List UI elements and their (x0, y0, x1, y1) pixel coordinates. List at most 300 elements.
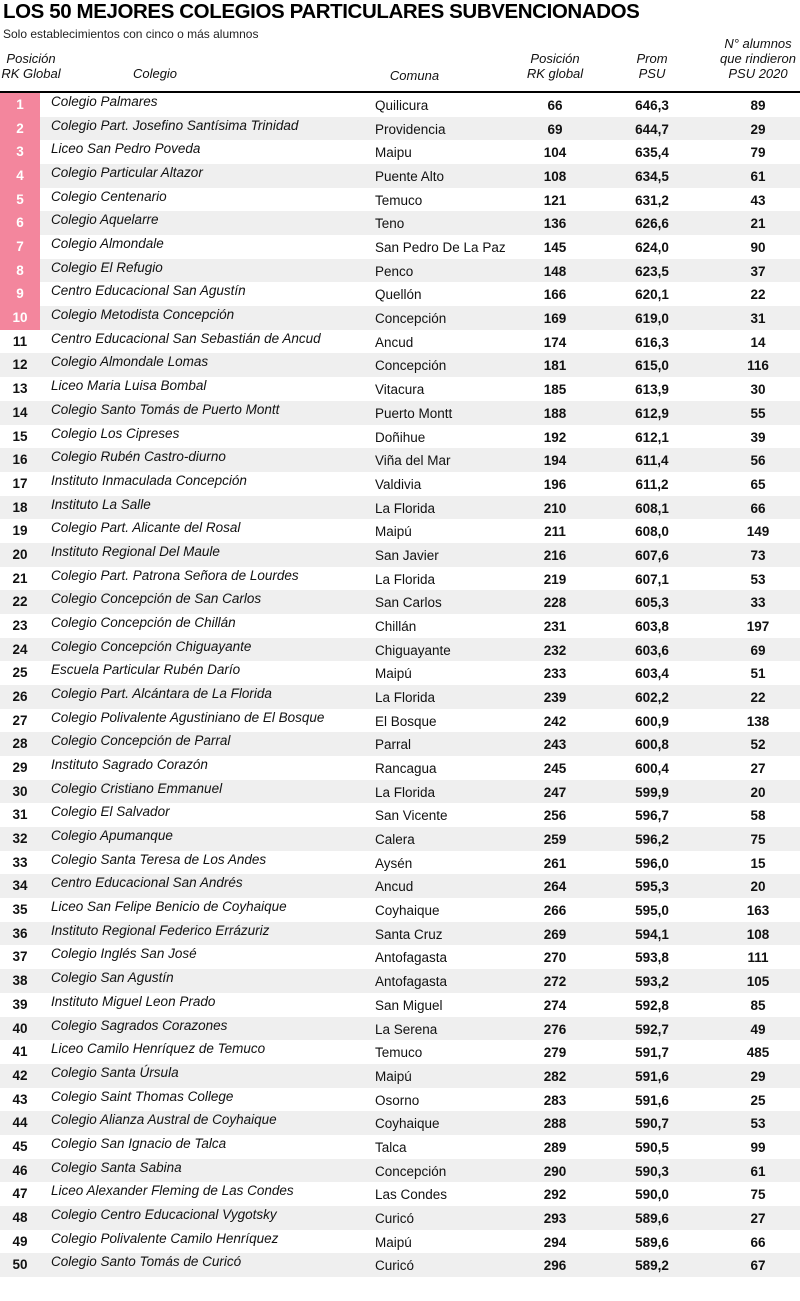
rank-cell: 10 (0, 306, 40, 330)
rk-global-cell: 211 (544, 524, 566, 540)
alumnos-cell: 75 (750, 832, 766, 848)
comuna-cell: Puente Alto (375, 169, 445, 185)
rank-cell: 9 (0, 282, 40, 306)
header-rank-line1: Posición (6, 51, 56, 66)
psu-cell: 620,1 (635, 287, 669, 303)
alumnos-cell: 197 (746, 618, 770, 634)
rank-cell: 17 (12, 475, 28, 491)
colegio-name: Colegio Part. Patrona Señora de Lourdes (51, 567, 299, 583)
colegio-name: Centro Educacional San Sebastián de Ancud (51, 330, 321, 346)
header-colegio: Colegio (132, 66, 178, 81)
rank-cell: 4 (0, 164, 40, 188)
psu-cell: 603,6 (635, 642, 669, 658)
rk-global-cell: 264 (543, 879, 567, 895)
alumnos-cell: 116 (747, 358, 769, 374)
rk-global-cell: 231 (543, 618, 567, 634)
rank-cell: 48 (12, 1209, 28, 1225)
comuna-cell: Aysén (375, 855, 413, 871)
colegio-name: Colegio Sagrados Corazones (51, 1017, 228, 1033)
rank-cell: 50 (12, 1257, 28, 1273)
header-alumnos-line3: PSU 2020 (728, 66, 788, 81)
comuna-cell: Maipu (375, 145, 412, 161)
colegio-name: Escuela Particular Rubén Darío (51, 662, 241, 678)
header-rk-global (515, 51, 595, 81)
header-psu-line2: PSU (638, 66, 666, 81)
rank-cell: 40 (12, 1020, 28, 1036)
rank-cell: 23 (12, 617, 28, 633)
alumnos-cell: 138 (746, 713, 770, 729)
psu-cell: 608,0 (635, 524, 669, 540)
psu-cell: 615,0 (635, 358, 669, 374)
rank-cell: 45 (12, 1138, 28, 1154)
colegio-name: Instituto Regional Federico Errázuriz (51, 922, 270, 938)
colegio-name: Colegio Aquelarre (51, 212, 159, 228)
colegio-name: Colegio Almondale (51, 236, 164, 252)
rank-cell: 8 (0, 259, 40, 283)
comuna-cell: Puerto Montt (375, 405, 453, 421)
alumnos-cell: 31 (750, 311, 766, 327)
rk-global-cell: 121 (543, 192, 567, 208)
comuna-cell: Antofagasta (375, 950, 448, 966)
colegio-name: Liceo Maria Luisa Bombal (51, 378, 207, 394)
psu-cell: 595,3 (635, 879, 669, 895)
rk-global-cell: 239 (543, 690, 567, 705)
alumnos-cell: 56 (750, 453, 766, 469)
page-title: LOS 50 MEJORES COLEGIOS PARTICULARES SUBVENCIONADOS (3, 0, 640, 23)
psu-cell: 608,1 (635, 500, 669, 516)
colegio-name: Colegio Concepción Chiguayante (51, 638, 252, 654)
alumnos-cell: 49 (750, 1021, 766, 1037)
colegio-name: Colegio Santo Tomás de Curicó (51, 1254, 242, 1270)
alumnos-cell: 43 (750, 192, 766, 208)
rank-cell: 27 (12, 712, 28, 728)
header-rank-line2: RK Global (1, 66, 61, 81)
comuna-cell: Temuco (375, 192, 423, 208)
alumnos-cell: 29 (750, 121, 766, 137)
psu-cell: 635,4 (635, 145, 669, 161)
alumnos-cell: 485 (746, 1045, 770, 1061)
alumnos-cell: 39 (750, 429, 766, 445)
header-psu (612, 51, 692, 81)
colegio-name: Colegio Alianza Austral de Coyhaique (51, 1112, 277, 1128)
rk-global-cell: 270 (543, 950, 567, 966)
header-rank (0, 51, 62, 81)
colegio-name: Colegio Polivalente Agustiniano de El Bosque (51, 709, 325, 725)
colegio-name: Liceo San Pedro Poveda (51, 141, 201, 157)
comuna-cell: Concepción (375, 311, 447, 327)
rk-global-cell: 288 (543, 1116, 567, 1132)
comuna-cell: Santa Cruz (375, 926, 443, 942)
colegio-name: Colegio San Ignacio de Talca (51, 1135, 227, 1151)
rk-global-cell: 66 (547, 98, 563, 113)
colegio-name: Colegio Santa Sabina (51, 1159, 182, 1175)
comuna-cell: Vitacura (375, 382, 425, 398)
colegio-name: Colegio Centro Educacional Vygotsky (51, 1206, 277, 1222)
rk-global-cell: 136 (543, 216, 567, 232)
rank-cell: 25 (12, 665, 28, 681)
alumnos-cell: 27 (750, 1210, 766, 1226)
rk-global-cell: 259 (543, 832, 567, 848)
header-rk-line1: Posición (530, 51, 580, 66)
colegio-name: Colegio Concepción de San Carlos (51, 591, 262, 607)
alumnos-cell: 29 (750, 1068, 766, 1084)
rk-global-cell: 232 (543, 642, 567, 658)
comuna-cell: Maipú (375, 524, 412, 540)
rank-cell: 39 (12, 996, 28, 1012)
rk-global-cell: 233 (543, 666, 567, 682)
psu-cell: 599,9 (635, 784, 669, 800)
rank-cell: 16 (12, 452, 28, 468)
rk-global-cell: 148 (543, 263, 567, 279)
colegio-name: Colegio Rubén Castro-diurno (51, 449, 226, 465)
rank-cell: 6 (0, 211, 40, 235)
colegio-name: Instituto Sagrado Corazón (51, 757, 208, 773)
header-psu-line1: Prom (636, 51, 668, 66)
psu-cell: 590,5 (635, 1139, 669, 1155)
rank-cell: 26 (12, 689, 28, 704)
rk-global-cell: 283 (543, 1092, 567, 1108)
colegio-name: Instituto Inmaculada Concepción (51, 472, 247, 488)
colegio-name: Colegio Los Cipreses (51, 425, 180, 441)
rank-cell: 30 (12, 783, 28, 799)
comuna-cell: San Miguel (375, 997, 443, 1013)
rk-global-cell: 145 (543, 240, 567, 256)
comuna-cell: La Florida (375, 690, 436, 705)
psu-cell: 590,7 (635, 1116, 669, 1132)
rank-cell: 1 (0, 93, 40, 117)
colegio-name: Colegio Metodista Concepción (51, 307, 235, 323)
rank-cell: 2 (0, 117, 40, 141)
rank-cell: 47 (12, 1186, 28, 1202)
psu-cell: 602,2 (635, 690, 669, 705)
rk-global-cell: 269 (543, 926, 567, 942)
rank-cell: 28 (12, 736, 28, 752)
psu-cell: 612,1 (635, 429, 669, 445)
comuna-cell: Chiguayante (375, 642, 451, 658)
psu-cell: 594,1 (635, 926, 669, 942)
psu-cell: 619,0 (635, 311, 669, 327)
alumnos-cell: 85 (750, 997, 766, 1013)
psu-cell: 595,0 (635, 903, 669, 919)
rk-global-cell: 292 (543, 1187, 567, 1203)
psu-cell: 596,0 (635, 855, 669, 871)
psu-cell: 644,7 (635, 121, 669, 137)
alumnos-cell: 20 (750, 784, 766, 800)
comuna-cell: Providencia (375, 121, 446, 137)
psu-cell: 631,2 (635, 192, 669, 208)
rank-cell: 12 (12, 357, 28, 373)
alumnos-cell: 58 (750, 808, 766, 824)
rank-cell: 31 (12, 807, 28, 823)
alumnos-cell: 14 (750, 334, 766, 350)
alumnos-cell: 20 (750, 879, 766, 895)
colegio-name: Colegio Saint Thomas College (51, 1088, 234, 1104)
alumnos-cell: 27 (750, 761, 766, 777)
rank-cell: 14 (12, 404, 28, 420)
page-subtitle: Solo establecimientos con cinco o más alumnos (3, 27, 259, 41)
comuna-cell: Maipú (375, 1068, 412, 1084)
psu-cell: 589,6 (635, 1210, 669, 1226)
psu-cell: 626,6 (635, 216, 669, 232)
alumnos-cell: 61 (750, 1163, 766, 1179)
colegio-name: Liceo San Felipe Benicio de Coyhaique (51, 899, 287, 915)
colegio-name: Colegio Cristiano Emmanuel (51, 780, 223, 796)
comuna-cell: Ancud (375, 334, 414, 350)
rank-cell: 44 (12, 1115, 28, 1131)
rk-global-cell: 169 (543, 311, 567, 327)
psu-cell: 591,6 (635, 1068, 669, 1084)
psu-cell: 590,3 (635, 1163, 669, 1179)
alumnos-cell: 67 (750, 1258, 766, 1274)
comuna-cell: Doñihue (375, 429, 426, 445)
alumnos-cell: 163 (746, 903, 770, 919)
rk-global-cell: 196 (543, 476, 567, 492)
alumnos-cell: 55 (750, 405, 766, 421)
psu-cell: 596,2 (635, 832, 669, 848)
rk-global-cell: 261 (543, 855, 567, 871)
colegio-name: Colegio El Refugio (51, 259, 163, 275)
alumnos-cell: 66 (750, 1234, 766, 1250)
psu-cell: 624,0 (635, 240, 669, 256)
header-comuna: Comuna (389, 68, 440, 83)
colegio-name: Colegio Apumanque (51, 828, 173, 844)
alumnos-cell: 105 (746, 974, 770, 990)
comuna-cell: Temuco (375, 1045, 423, 1061)
comuna-cell: La Florida (375, 571, 436, 587)
comuna-cell: Curicó (375, 1210, 415, 1226)
rank-cell: 20 (12, 546, 28, 562)
rk-global-cell: 210 (543, 500, 567, 516)
colegio-name: Colegio Concepción de Chillán (51, 614, 236, 630)
rk-global-cell: 219 (543, 571, 567, 587)
comuna-cell: San Pedro De La Paz (375, 240, 506, 256)
alumnos-cell: 30 (750, 382, 766, 398)
comuna-cell: La Florida (375, 500, 436, 516)
psu-cell: 592,7 (635, 1021, 669, 1037)
rank-cell: 34 (12, 878, 28, 894)
rk-global-cell: 279 (543, 1045, 567, 1061)
rk-global-cell: 228 (543, 595, 567, 611)
rk-global-cell: 276 (543, 1021, 567, 1037)
colegio-name: Colegio Santa Teresa de Los Andes (51, 851, 267, 867)
psu-cell: 600,4 (635, 761, 669, 777)
colegio-name: Colegio Part. Josefino Santísima Trinidad (51, 117, 299, 133)
psu-cell: 593,8 (635, 950, 669, 966)
psu-cell: 590,0 (635, 1187, 669, 1203)
alumnos-cell: 22 (750, 287, 766, 303)
alumnos-cell: 61 (750, 169, 766, 185)
rank-cell: 38 (12, 973, 28, 989)
comuna-cell: Concepción (375, 358, 447, 374)
colegio-name: Colegio Palmares (51, 94, 158, 109)
comuna-cell: Las Condes (375, 1187, 448, 1203)
rk-global-cell: 274 (543, 997, 567, 1013)
psu-cell: 603,8 (635, 618, 669, 634)
colegio-name: Colegio El Salvador (51, 804, 170, 820)
colegio-name: Colegio Polivalente Camilo Henríquez (51, 1230, 279, 1246)
comuna-cell: Curicó (375, 1258, 415, 1274)
rank-cell: 36 (12, 925, 28, 941)
alumnos-cell: 33 (750, 595, 766, 611)
psu-cell: 613,9 (635, 382, 669, 398)
comuna-cell: Valdivia (375, 476, 422, 492)
comuna-cell: Talca (375, 1139, 407, 1155)
rank-cell: 49 (12, 1233, 28, 1249)
header-alumnos-line1: N° alumnos (724, 36, 792, 51)
table-row (0, 1253, 800, 1277)
psu-cell: 634,5 (635, 169, 669, 185)
header-alumnos-line2: que rindieron (720, 51, 796, 66)
rk-global-cell: 194 (543, 453, 567, 469)
rank-cell: 24 (12, 641, 28, 657)
alumnos-cell: 89 (750, 98, 766, 113)
rk-global-cell: 256 (543, 808, 567, 824)
comuna-cell: Ancud (375, 879, 414, 895)
alumnos-cell: 149 (746, 524, 770, 540)
comuna-cell: San Javier (375, 547, 439, 563)
rank-cell: 22 (12, 594, 28, 610)
psu-cell: 593,2 (635, 974, 669, 990)
psu-cell: 616,3 (635, 334, 669, 350)
colegio-name: Colegio Inglés San José (51, 946, 197, 962)
alumnos-cell: 21 (750, 216, 766, 232)
alumnos-cell: 75 (750, 1187, 766, 1203)
alumnos-cell: 15 (750, 855, 766, 871)
rk-global-cell: 188 (543, 405, 567, 421)
rk-global-cell: 293 (543, 1210, 567, 1226)
rk-global-cell: 266 (543, 903, 567, 919)
colegio-name: Colegio Part. Alicante del Rosal (51, 520, 241, 536)
alumnos-cell: 108 (746, 926, 770, 942)
alumnos-cell: 69 (750, 642, 766, 658)
comuna-cell: Concepción (375, 1163, 447, 1179)
colegio-name: Centro Educacional San Andrés (51, 875, 243, 891)
comuna-cell: Calera (375, 832, 415, 848)
psu-cell: 600,9 (635, 713, 669, 729)
alumnos-cell: 111 (747, 950, 769, 966)
alumnos-cell: 53 (750, 571, 766, 587)
alumnos-cell: 65 (750, 476, 766, 492)
rank-cell: 43 (12, 1091, 28, 1107)
rk-global-cell: 174 (543, 334, 567, 350)
alumnos-cell: 22 (750, 690, 766, 705)
rank-cell: 33 (12, 854, 28, 870)
header-rk-line2: RK global (526, 66, 584, 81)
rk-global-cell: 104 (543, 145, 567, 161)
comuna-cell: La Serena (375, 1021, 438, 1037)
rank-cell: 46 (12, 1162, 28, 1178)
psu-cell: 646,3 (635, 98, 669, 113)
rk-global-cell: 181 (543, 358, 567, 374)
colegio-name: Centro Educacional San Agustín (51, 283, 246, 299)
comuna-cell: Quilicura (375, 98, 429, 113)
rank-cell: 35 (12, 902, 28, 918)
rk-global-cell: 296 (543, 1258, 567, 1274)
alumnos-cell: 79 (750, 145, 766, 161)
rk-global-cell: 245 (543, 761, 567, 777)
rank-cell: 32 (12, 831, 28, 847)
rk-global-cell: 272 (543, 974, 567, 990)
comuna-cell: El Bosque (375, 713, 437, 729)
psu-cell: 611,4 (635, 453, 669, 469)
rank-cell: 19 (12, 523, 28, 539)
psu-cell: 607,1 (635, 571, 669, 587)
rk-global-cell: 242 (543, 713, 567, 729)
comuna-cell: Coyhaique (375, 903, 440, 919)
colegio-name: Liceo Camilo Henríquez de Temuco (51, 1041, 266, 1057)
psu-cell: 605,3 (635, 595, 669, 611)
comuna-cell: Viña del Mar (375, 453, 451, 469)
psu-cell: 592,8 (635, 997, 669, 1013)
alumnos-cell: 53 (750, 1116, 766, 1132)
colegio-name: Colegio Particular Altazor (51, 165, 203, 181)
colegio-name: Instituto Regional Del Maule (51, 543, 220, 559)
alumnos-cell: 73 (750, 547, 766, 563)
rank-cell: 18 (12, 499, 28, 515)
comuna-cell: San Carlos (375, 595, 442, 611)
rk-global-cell: 290 (543, 1163, 567, 1179)
psu-cell: 612,9 (635, 405, 669, 421)
comuna-cell: Penco (375, 263, 414, 279)
psu-cell: 603,4 (635, 666, 669, 682)
comuna-cell: Coyhaique (375, 1116, 440, 1132)
comuna-cell: La Florida (375, 784, 436, 800)
comuna-cell: Parral (375, 737, 412, 753)
rank-cell: 41 (12, 1044, 28, 1060)
comuna-cell: Chillán (375, 618, 417, 634)
psu-cell: 596,7 (635, 808, 669, 824)
rk-global-cell: 185 (543, 382, 567, 398)
colegio-name: Instituto La Salle (51, 496, 151, 512)
psu-cell: 611,2 (635, 476, 669, 492)
rank-cell: 13 (12, 381, 28, 397)
rk-global-cell: 108 (543, 169, 567, 185)
psu-cell: 589,2 (635, 1258, 669, 1274)
alumnos-cell: 37 (750, 263, 766, 279)
rank-cell: 11 (12, 333, 28, 349)
rank-cell: 5 (0, 188, 40, 212)
colegio-name: Colegio Santa Úrsula (51, 1064, 179, 1080)
rank-cell: 37 (12, 949, 28, 965)
comuna-cell: Maipú (375, 666, 412, 682)
alumnos-cell: 52 (750, 737, 766, 753)
rk-global-cell: 216 (543, 547, 567, 563)
alumnos-cell: 66 (750, 500, 766, 516)
rank-cell: 29 (12, 760, 28, 776)
rk-global-cell: 166 (543, 287, 567, 303)
rk-global-cell: 289 (543, 1139, 567, 1155)
colegio-name: Colegio Almondale Lomas (51, 354, 209, 370)
psu-cell: 600,8 (635, 737, 669, 753)
rk-global-cell: 282 (543, 1068, 567, 1084)
comuna-cell: Teno (375, 216, 405, 232)
psu-cell: 589,6 (635, 1234, 669, 1250)
rk-global-cell: 247 (543, 784, 567, 800)
colegio-name: Colegio Concepción de Parral (51, 733, 231, 749)
comuna-cell: San Vicente (375, 808, 448, 824)
comuna-cell: Maipú (375, 1234, 412, 1250)
rk-global-cell: 69 (547, 121, 563, 137)
colegio-name: Liceo Alexander Fleming de Las Condes (51, 1183, 294, 1199)
rank-cell: 3 (0, 140, 40, 164)
rank-cell: 15 (12, 428, 28, 444)
rank-cell: 21 (12, 570, 28, 586)
alumnos-cell: 51 (750, 666, 766, 682)
comuna-cell: Antofagasta (375, 974, 448, 990)
psu-cell: 623,5 (635, 263, 669, 279)
comuna-cell: Osorno (375, 1092, 420, 1108)
psu-cell: 591,7 (635, 1045, 669, 1061)
